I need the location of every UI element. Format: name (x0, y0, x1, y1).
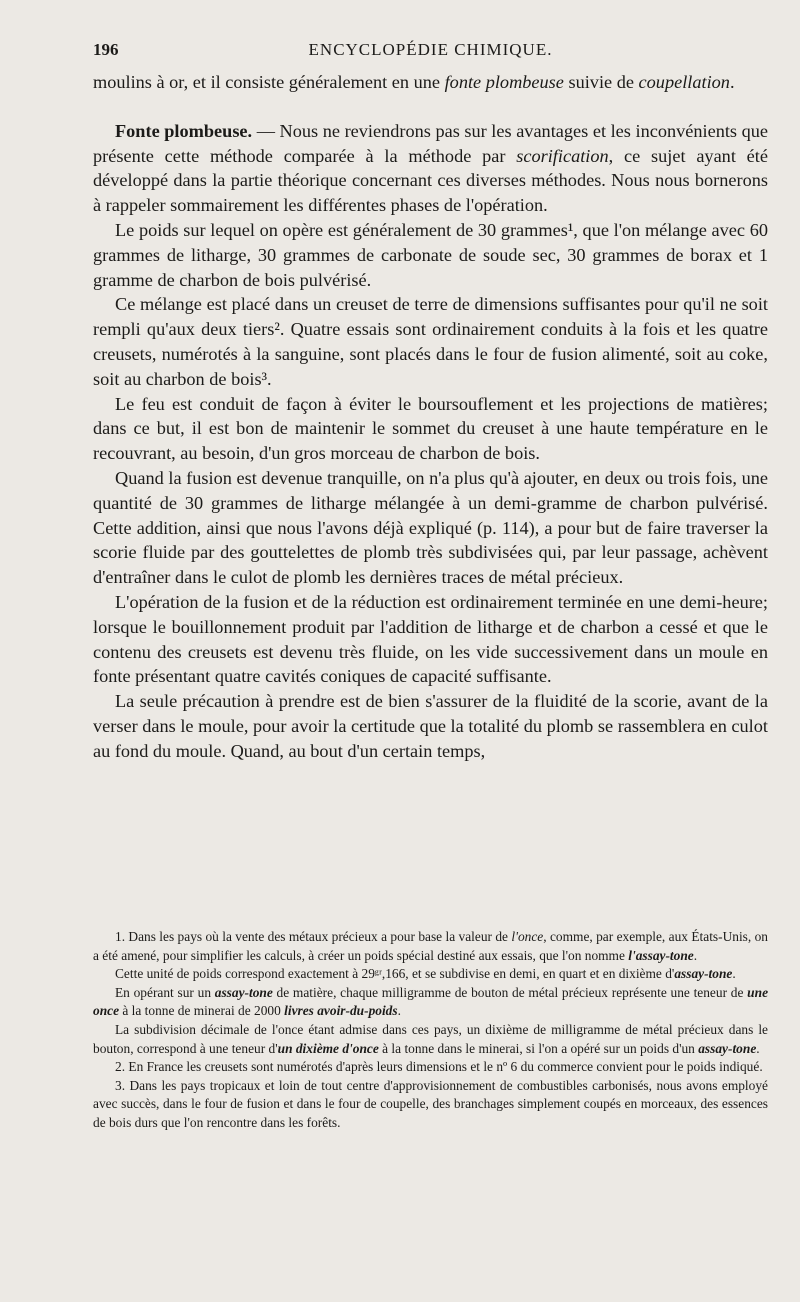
italic-term: l'assay-tone (628, 947, 694, 963)
italic-term: livres avoir-du-poids (284, 1003, 398, 1019)
text-run: . (397, 1003, 401, 1019)
italic-term: fonte plombeuse (444, 72, 564, 92)
text-run: . (756, 1040, 760, 1056)
italic-term: l'once (511, 929, 544, 944)
italic-term: coupellation (638, 72, 730, 92)
text-run: . (732, 966, 736, 982)
text-run: suivie de (563, 72, 639, 92)
paragraph-fonte-plombeuse (93, 119, 768, 218)
italic-term: assay-tone (698, 1040, 757, 1056)
text-run: de matière, chaque milligramme de bouton de métal précieux représente une teneur de (272, 984, 748, 1000)
footnote-3: 3. Dans les pays tropicaux et loin de tout centre d'approvisionnement de combustibles carbonisés, nous avons employé avec succès, dans le four de fusion et dans le four de coupelle, des branchages simplement coupés en morceaux, des essences de bois durs que l'on rencontre dans les forêts. (93, 1077, 768, 1130)
footnote-1-continued (93, 1021, 768, 1058)
page-number: 196 (93, 40, 119, 59)
footnote-1-continued (93, 965, 768, 984)
paragraph: L'opération de la fusion et de la réduction est ordinairement terminée en une demi-heure; lorsque le bouillonnement produit par l'addition de litharge et de charbon a cessé et que le contenu des creusets est devenu très fluide, on les vide successivement dans un moule en fonte présentant quatre cavités coniques de capacité suffisante. (93, 591, 768, 687)
text-run: Cette unité de poids correspond exactement à 29ᵍʳ,166, et se subdivise en demi, en quart et en dixième d' (115, 966, 675, 982)
text-run: moulins à or, et il consiste généralement en une (93, 72, 445, 92)
text-run: 1. Dans les pays où la vente des métaux précieux a pour base la valeur de (115, 929, 512, 944)
italic-term: une once (93, 984, 769, 1019)
page-header (93, 40, 768, 66)
footnote-2: 2. En France les creusets sont numérotés d'après leurs dimensions et le nº 6 du commerce convient pour le poids indiqué. (115, 1059, 763, 1075)
footnotes (93, 928, 768, 1133)
italic-term: un dixième d'once (277, 1040, 379, 1056)
text-run: . (729, 72, 735, 92)
text-run: , ce sujet ayant été développé dans la partie théorique concernant ces diverses méthodes. Nous nous bornerons à rappeler sommairement les différentes phases de l'opération. (93, 145, 768, 216)
footnote-1-continued (93, 984, 768, 1021)
paragraph: Quand la fusion est devenue tranquille, on n'a plus qu'à ajouter, en deux ou trois fois, une quantité de 30 grammes de litharge mélangée à un demi-gramme de charbon pulvérisé. Cette addition, ainsi que nous l'avons déjà expliqué (p. 114), a pour but de faire traverser la scorie fluide par des gouttelettes de plomb très subdivisées qui, par leur passage, achèvent d'entraîner dans le culot de plomb les dernières traces de métal précieux. (93, 467, 768, 588)
paragraph: La seule précaution à prendre est de bien s'assurer de la fluidité de la scorie, avant de la verser dans le moule, pour avoir la certitude que la totalité du plomb se rassemblera en culot au fond du moule. Quand, au bout d'un certain temps, (93, 691, 768, 761)
italic-term: assay-tone (674, 966, 733, 982)
footnote-1 (93, 928, 768, 965)
text-run: , comme, par exemple, aux États-Unis, on a été amené, pour simplifier les calculs, à créer un poids spécial destiné aux essais, que l'on nomme (93, 929, 768, 963)
text-run: à la tonne dans le minerai, si l'on a opéré sur un poids d'un (378, 1040, 699, 1056)
text-run: — Nous ne reviendrons pas sur les avantages et les inconvénients que présente cette méthode comparée à la méthode par (93, 120, 768, 166)
text-run: En opérant sur un (115, 984, 215, 1000)
text-run: . (693, 947, 698, 963)
main-text (93, 70, 768, 764)
italic-term: assay-tone (214, 984, 273, 1000)
paragraph: Ce mélange est placé dans un creuset de terre de dimensions suffisantes pour qu'il ne soit rempli qu'aux deux tiers². Quatre essais sont ordinairement conduits à la fois et les quatre creusets, numérotés à la sanguine, sont placés dans le four de fusion alimenté, soit au coke, soit au charbon de bois³. (93, 294, 768, 389)
text-run: La subdivision décimale de l'once étant admise dans ces pays, un dixième de milligramme de métal précieux dans le bouton, correspond à une teneur d' (93, 1021, 768, 1056)
text-run: à la tonne de minerai de 2000 (119, 1003, 285, 1019)
paragraph-continuation (93, 70, 768, 95)
italic-term: scorification (516, 145, 609, 166)
paragraph: Le poids sur lequel on opère est généralement de 30 grammes¹, que l'on mélange avec 60 grammes de litharge, 30 grammes de carbonate de soude sec, 30 grammes de borax et 1 gramme de charbon de bois pulvérisé. (93, 219, 768, 290)
paragraph: Le feu est conduit de façon à éviter le boursouflement et les projections de matières; dans ce but, il est bon de maintenir le sommet du creuset à une haute température en le recouvrant, au besoin, d'un gros morceau de charbon de bois. (93, 393, 768, 464)
running-title: ENCYCLOPÉDIE CHIMIQUE. (308, 40, 553, 59)
section-heading: Fonte plombeuse. (115, 120, 253, 141)
